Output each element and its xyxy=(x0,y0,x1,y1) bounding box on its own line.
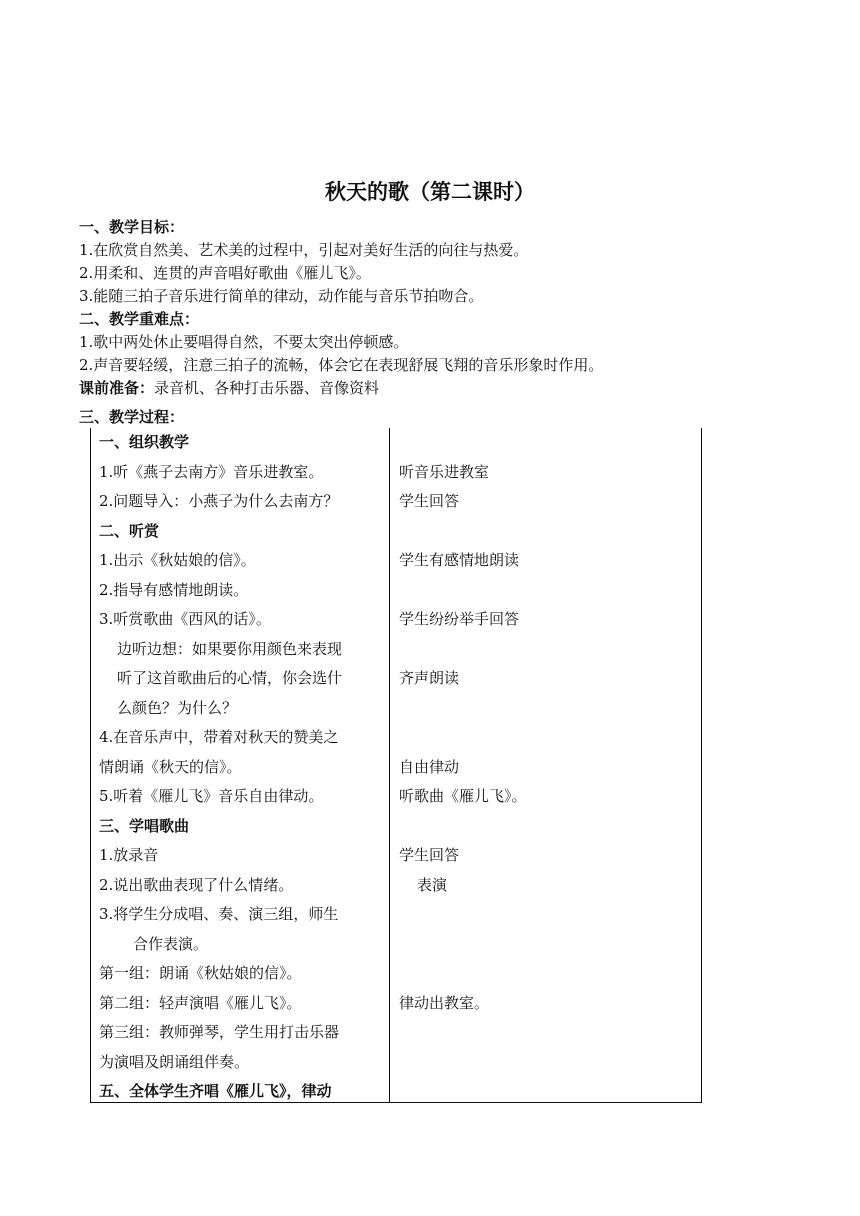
process-table xyxy=(90,428,702,1103)
section-heading: 三、学唱歌曲 xyxy=(99,816,190,835)
table-row: 3.听赏歌曲《西风的话》。 xyxy=(99,610,271,628)
table-row: 学生纷纷举手回答 xyxy=(399,610,520,628)
key-point-item: 1.歌中两处休止要唱得自然，不要太突出停顿感。 xyxy=(79,333,409,351)
goal-item: 1.在欣赏自然美、艺术美的过程中，引起对美好生活的向往与热爱。 xyxy=(79,241,529,259)
section-heading: 二、听赏 xyxy=(99,521,160,540)
table-row: 第一组：朗诵《秋姑娘的信》。 xyxy=(99,964,302,982)
table-row: 2.说出歌曲表现了什么情绪。 xyxy=(99,875,294,894)
goal-item: 3.能随三拍子音乐进行简单的律动，动作能与音乐节拍吻合。 xyxy=(79,287,484,305)
intro-section xyxy=(79,216,819,429)
table-row: 1.出示《秋姑娘的信》。 xyxy=(99,551,256,569)
column-divider xyxy=(389,428,390,1102)
section-heading: 一、组织教学 xyxy=(99,433,190,451)
table-row: 齐声朗读 xyxy=(399,669,460,687)
goal-item: 2.用柔和、连贯的声音唱好歌曲《雁儿飞》。 xyxy=(79,264,371,282)
preparation-text: 录音机、各种打击乐器、音像资料 xyxy=(154,379,380,397)
table-row: 学生回答 xyxy=(399,492,460,510)
goals-heading: 一、教学目标： xyxy=(79,218,185,236)
table-row: 情朗诵《秋天的信》。 xyxy=(99,757,242,776)
table-row: 学生有感情地朗读 xyxy=(399,551,520,569)
table-row: 听歌曲《雁儿飞》。 xyxy=(399,787,527,805)
table-row: 3.将学生分成唱、奏、演三组，师生 xyxy=(99,905,339,923)
table-row: 5.听着《雁儿飞》音乐自由律动。 xyxy=(99,787,324,805)
table-row: 4.在音乐声中，带着对秋天的赞美之 xyxy=(99,728,339,746)
page-title: 秋天的歌（第二课时） xyxy=(325,180,535,204)
table-row: 听了这首歌曲后的心情，你会选什 xyxy=(117,669,343,687)
table-row: 1.放录音 xyxy=(99,846,159,864)
teacher-column xyxy=(99,428,384,1107)
table-row: 么颜色？为什么？ xyxy=(117,698,238,717)
table-row: 自由律动 xyxy=(399,757,460,776)
table-row: 第三组：教师弹琴，学生用打击乐器 xyxy=(99,1023,340,1041)
table-row: 2.问题导入：小燕子为什么去南方？ xyxy=(99,492,339,510)
table-row: 2.指导有感情地朗读。 xyxy=(99,580,249,599)
key-point-item: 2.声音要轻缓，注意三拍子的流畅，体会它在表现舒展飞翔的音乐形象时作用。 xyxy=(79,356,604,374)
preparation-line xyxy=(79,377,819,400)
table-row: 为演唱及朗诵组伴奏。 xyxy=(99,1052,250,1071)
student-column xyxy=(399,428,689,1018)
table-row: 学生回答 xyxy=(399,846,460,864)
table-row: 边听边想：如果要你用颜色来表现 xyxy=(117,639,343,658)
process-heading: 三、教学过程： xyxy=(79,408,185,426)
table-row: 1.听《燕子去南方》音乐进教室。 xyxy=(99,462,324,481)
key-points-heading: 二、教学重难点： xyxy=(79,310,200,328)
table-row: 表演 xyxy=(417,875,448,894)
section-heading: 五、全体学生齐唱《雁儿飞》，律动 xyxy=(99,1082,332,1100)
table-row: 律动出教室。 xyxy=(399,993,490,1012)
preparation-label: 课前准备： xyxy=(79,379,155,397)
table-row: 第二组：轻声演唱《雁儿飞》。 xyxy=(99,993,302,1012)
table-row: 听音乐进教室 xyxy=(399,462,490,481)
table-row: 合作表演。 xyxy=(133,934,209,953)
